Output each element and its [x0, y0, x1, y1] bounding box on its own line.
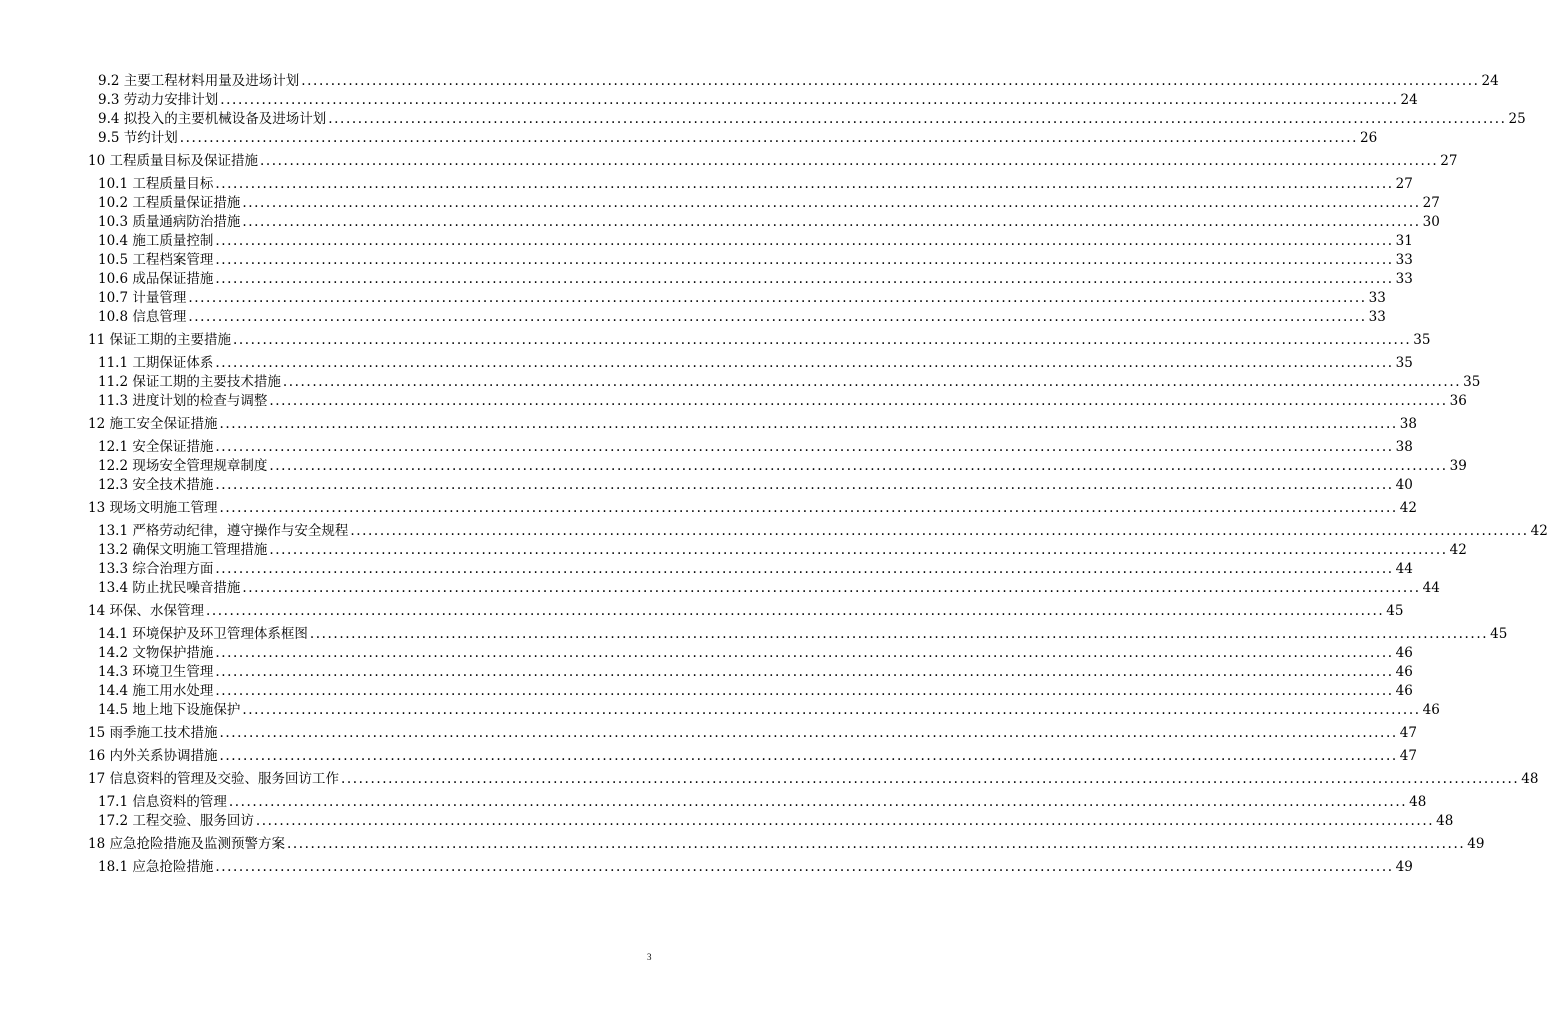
- toc-entry-page: 30: [1422, 214, 1440, 230]
- toc-entry-page: 39: [1449, 458, 1467, 474]
- toc-entry[interactable]: [98, 701, 1440, 719]
- toc-entry-page: 36: [1449, 393, 1467, 409]
- toc-entry[interactable]: [88, 724, 1417, 742]
- toc-leader-dots: ........................................................................................................................................................................................................: [242, 214, 1421, 230]
- toc-entry-page: 24: [1400, 92, 1418, 108]
- toc-entry-page: 44: [1395, 561, 1413, 577]
- toc-entry-page: 24: [1481, 73, 1499, 89]
- toc-entry[interactable]: [88, 331, 1431, 349]
- toc-entry[interactable]: [98, 392, 1467, 410]
- toc-entry-page: 48: [1409, 794, 1427, 810]
- toc-leader-dots: ........................................................................................................................................................................................................: [205, 603, 1385, 619]
- toc-entry[interactable]: [98, 194, 1440, 212]
- toc-entry-title: 12.2 现场安全管理规章制度: [98, 458, 268, 474]
- toc-entry-title: 15 雨季施工技术措施: [88, 725, 218, 741]
- toc-entry-page: 33: [1368, 290, 1386, 306]
- toc-entry-page: 49: [1467, 836, 1485, 852]
- toc-entry[interactable]: [98, 354, 1413, 372]
- toc-entry[interactable]: [88, 747, 1417, 765]
- toc-entry-page: 48: [1436, 813, 1454, 829]
- toc-entry-title: 12 施工安全保证措施: [88, 416, 218, 432]
- toc-entry[interactable]: [98, 110, 1526, 128]
- toc-entry[interactable]: [98, 682, 1413, 700]
- toc-entry-title: 14.3 环境卫生管理: [98, 664, 214, 680]
- toc-entry[interactable]: [98, 232, 1413, 250]
- toc-entry-title: 11 保证工期的主要措施: [88, 332, 231, 348]
- toc-entry-page: 27: [1422, 195, 1440, 211]
- toc-entry-title: 10.4 施工质量控制: [98, 233, 214, 249]
- toc-entry[interactable]: [98, 289, 1386, 307]
- toc-entry[interactable]: [98, 175, 1413, 193]
- toc-entry[interactable]: [88, 770, 1539, 788]
- toc-leader-dots: ........................................................................................................................................................................................................: [188, 309, 1367, 325]
- toc-entry-page: 33: [1395, 271, 1413, 287]
- toc-leader-dots: ........................................................................................................................................................................................................: [215, 561, 1394, 577]
- toc-entry[interactable]: [98, 129, 1378, 147]
- toc-entry-page: 42: [1449, 542, 1467, 558]
- toc-entry[interactable]: [98, 373, 1481, 391]
- toc-leader-dots: ........................................................................................................................................................................................................: [215, 233, 1394, 249]
- toc-entry-title: 14.5 地上地下设施保护: [98, 702, 241, 718]
- toc-entry-title: 10.2 工程质量保证措施: [98, 195, 241, 211]
- toc-entry-page: 33: [1368, 309, 1386, 325]
- toc-entry-page: 48: [1521, 771, 1539, 787]
- toc-leader-dots: ........................................................................................................................................................................................................: [219, 748, 1398, 764]
- toc-leader-dots: ........................................................................................................................................................................................................: [215, 664, 1394, 680]
- toc-leader-dots: ........................................................................................................................................................................................................: [232, 332, 1412, 348]
- toc-entry[interactable]: [98, 579, 1440, 597]
- toc-leader-dots: ........................................................................................................................................................................................................: [188, 290, 1367, 306]
- toc-entry-page: 27: [1440, 153, 1458, 169]
- toc-entry[interactable]: [98, 541, 1467, 559]
- toc-entry-title: 11.3 进度计划的检查与调整: [98, 393, 268, 409]
- toc-leader-dots: ........................................................................................................................................................................................................: [215, 683, 1394, 699]
- toc-entry-page: 46: [1395, 664, 1413, 680]
- page-number: 3: [647, 952, 652, 962]
- toc-leader-dots: ........................................................................................................................................................................................................: [228, 794, 1408, 810]
- toc-leader-dots: ........................................................................................................................................................................................................: [242, 702, 1421, 718]
- toc-entry-title: 14.4 施工用水处理: [98, 683, 214, 699]
- toc-entry-title: 10 工程质量目标及保证措施: [88, 153, 258, 169]
- toc-entry[interactable]: [98, 213, 1440, 231]
- toc-entry-title: 18.1 应急抢险措施: [98, 859, 214, 875]
- toc-entry-title: 10.3 质量通病防治措施: [98, 214, 241, 230]
- toc-entry[interactable]: [98, 270, 1413, 288]
- toc-entry-page: 31: [1395, 233, 1413, 249]
- toc-entry-page: 46: [1395, 645, 1413, 661]
- toc-entry-page: 26: [1360, 130, 1378, 146]
- toc-entry-page: 46: [1395, 683, 1413, 699]
- toc-entry-page: 38: [1399, 416, 1417, 432]
- toc-entry-page: 40: [1395, 477, 1413, 493]
- toc-entry-title: 17 信息资料的管理及交验、服务回访工作: [88, 771, 339, 787]
- toc-entry-title: 13.4 防止扰民噪音措施: [98, 580, 241, 596]
- toc-entry-title: 14.2 文物保护措施: [98, 645, 214, 661]
- toc-entry-title: 13.3 综合治理方面: [98, 561, 214, 577]
- toc-entry-page: 45: [1490, 626, 1508, 642]
- toc-entry[interactable]: [88, 602, 1404, 620]
- toc-leader-dots: ........................................................................................................................................................................................................: [215, 176, 1394, 192]
- toc-entry-title: 17.2 工程交验、服务回访: [98, 813, 254, 829]
- toc-entry-title: 10.6 成品保证措施: [98, 271, 214, 287]
- toc-entry-title: 11.1 工期保证体系: [98, 355, 214, 371]
- toc-entry-page: 38: [1395, 439, 1413, 455]
- toc-entry-title: 9.5 节约计划: [98, 130, 178, 146]
- toc-entry-title: 17.1 信息资料的管理: [98, 794, 227, 810]
- toc-leader-dots: ........................................................................................................................................................................................................: [215, 271, 1394, 287]
- toc-entry-title: 13 现场文明施工管理: [88, 500, 218, 516]
- toc-entry[interactable]: [98, 663, 1413, 681]
- toc-leader-dots: ........................................................................................................................................................................................................: [219, 416, 1398, 432]
- toc-leader-dots: ........................................................................................................................................................................................................: [215, 252, 1394, 268]
- toc-entry-page: 42: [1399, 500, 1417, 516]
- toc-entry-title: 9.4 拟投入的主要机械设备及进场计划: [98, 111, 327, 127]
- toc-leader-dots: ........................................................................................................................................................................................................: [340, 771, 1520, 787]
- toc-entry-page: 49: [1395, 859, 1413, 875]
- toc-leader-dots: ........................................................................................................................................................................................................: [219, 500, 1398, 516]
- toc-leader-dots: ........................................................................................................................................................................................................: [255, 813, 1435, 829]
- toc-leader-dots: ........................................................................................................................................................................................................: [215, 645, 1394, 661]
- toc-entry[interactable]: [88, 835, 1485, 853]
- toc-entry[interactable]: [98, 812, 1454, 830]
- toc-entry-title: 10.8 信息管理: [98, 309, 187, 325]
- toc-leader-dots: ........................................................................................................................................................................................................: [215, 439, 1394, 455]
- toc-entry-page: 33: [1395, 252, 1413, 268]
- toc-entry-page: 47: [1399, 725, 1417, 741]
- toc-entry-title: 9.2 主要工程材料用量及进场计划: [98, 73, 300, 89]
- toc-leader-dots: ........................................................................................................................................................................................................: [242, 195, 1421, 211]
- toc-entry-page: 35: [1463, 374, 1481, 390]
- toc-entry[interactable]: [98, 476, 1413, 494]
- toc-leader-dots: ........................................................................................................................................................................................................: [179, 130, 1359, 146]
- toc-leader-dots: ........................................................................................................................................................................................................: [350, 523, 1529, 539]
- toc-entry[interactable]: [88, 499, 1417, 517]
- toc-leader-dots: ........................................................................................................................................................................................................: [282, 374, 1462, 390]
- toc-entry-page: 25: [1508, 111, 1526, 127]
- toc-entry[interactable]: [98, 251, 1413, 269]
- toc-entry[interactable]: [88, 415, 1417, 433]
- toc-entry[interactable]: [98, 625, 1508, 643]
- toc-entry-title: 13.1 严格劳动纪律，遵守操作与安全规程: [98, 523, 349, 539]
- toc-entry-page: 45: [1386, 603, 1404, 619]
- toc-leader-dots: ........................................................................................................................................................................................................: [269, 393, 1448, 409]
- toc-entry-title: 10.5 工程档案管理: [98, 252, 214, 268]
- toc-leader-dots: ........................................................................................................................................................................................................: [286, 836, 1466, 852]
- toc-entry-page: 35: [1395, 355, 1413, 371]
- toc-entry[interactable]: [98, 438, 1413, 456]
- toc-leader-dots: ........................................................................................................................................................................................................: [301, 73, 1480, 89]
- toc-entry[interactable]: [98, 522, 1548, 540]
- toc-entry[interactable]: [98, 858, 1413, 876]
- toc-leader-dots: ........................................................................................................................................................................................................: [269, 458, 1448, 474]
- toc-entry[interactable]: [98, 457, 1467, 475]
- toc-leader-dots: ........................................................................................................................................................................................................: [242, 580, 1421, 596]
- toc-entry-title: 18 应急抢险措施及监测预警方案: [88, 836, 285, 852]
- toc-entry-page: 35: [1413, 332, 1431, 348]
- toc-entry[interactable]: [98, 793, 1427, 811]
- toc-entry-title: 14 环保、水保管理: [88, 603, 204, 619]
- toc-entry-title: 14.1 环境保护及环卫管理体系框图: [98, 626, 308, 642]
- toc-leader-dots: ........................................................................................................................................................................................................: [328, 111, 1507, 127]
- toc-entry[interactable]: [98, 72, 1499, 90]
- toc-entry-title: 12.1 安全保证措施: [98, 439, 214, 455]
- toc-entry-title: 12.3 安全技术措施: [98, 477, 214, 493]
- toc-leader-dots: ........................................................................................................................................................................................................: [215, 859, 1394, 875]
- toc-leader-dots: ........................................................................................................................................................................................................: [220, 92, 1399, 108]
- toc-entry[interactable]: [98, 308, 1386, 326]
- toc-entry[interactable]: [98, 91, 1418, 109]
- toc-leader-dots: ........................................................................................................................................................................................................: [215, 477, 1394, 493]
- toc-entry-title: 10.1 工程质量目标: [98, 176, 214, 192]
- toc-entry-title: 16 内外关系协调措施: [88, 748, 218, 764]
- toc-entry-title: 11.2 保证工期的主要技术措施: [98, 374, 281, 390]
- toc-entry[interactable]: [98, 644, 1413, 662]
- toc-entry-page: 27: [1395, 176, 1413, 192]
- toc-entry-title: 9.3 劳动力安排计划: [98, 92, 219, 108]
- toc-leader-dots: ........................................................................................................................................................................................................: [215, 355, 1394, 371]
- toc-entry[interactable]: [98, 560, 1413, 578]
- toc-entry-page: 42: [1530, 523, 1548, 539]
- toc-leader-dots: ........................................................................................................................................................................................................: [219, 725, 1398, 741]
- toc-leader-dots: ........................................................................................................................................................................................................: [269, 542, 1448, 558]
- toc-entry[interactable]: [88, 152, 1458, 170]
- toc-leader-dots: ........................................................................................................................................................................................................: [309, 626, 1489, 642]
- toc-entry-page: 44: [1422, 580, 1440, 596]
- toc-entry-title: 13.2 确保文明施工管理措施: [98, 542, 268, 558]
- toc-entry-page: 47: [1399, 748, 1417, 764]
- toc-entry-page: 46: [1422, 702, 1440, 718]
- toc-leader-dots: ........................................................................................................................................................................................................: [259, 153, 1439, 169]
- toc-entry-title: 10.7 计量管理: [98, 290, 187, 306]
